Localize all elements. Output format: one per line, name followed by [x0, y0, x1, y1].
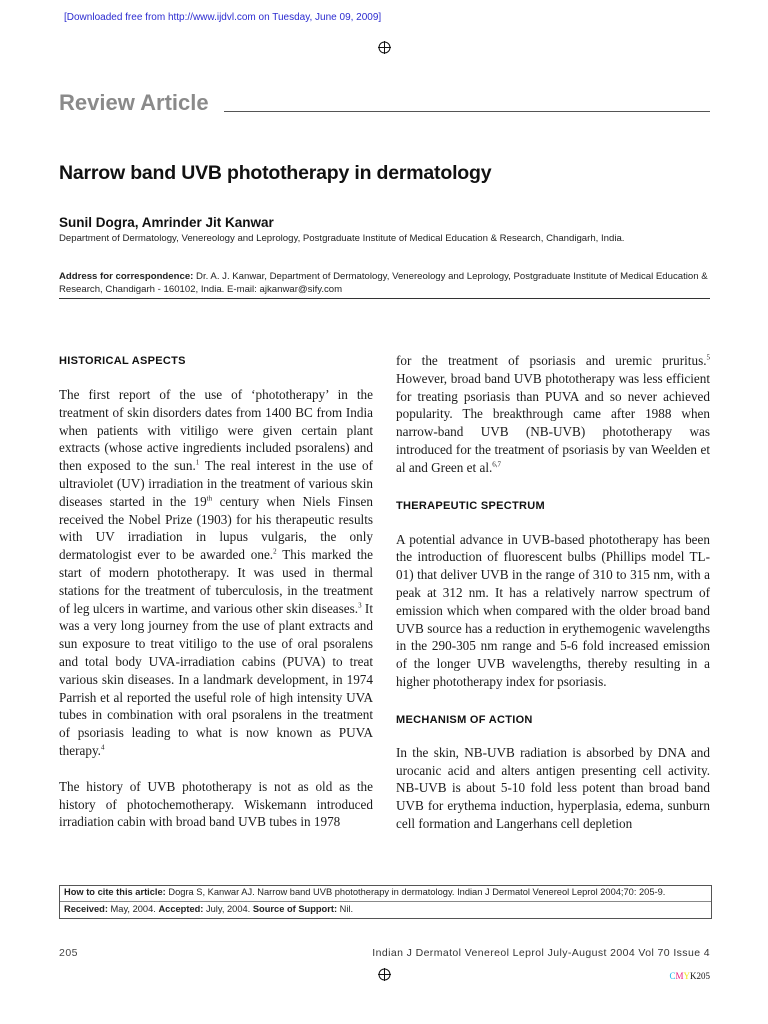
reference-1[interactable]: 1: [195, 458, 200, 467]
received-date: May, 2004.: [110, 903, 156, 914]
affiliation: Department of Dermatology, Venereology and Leprology, Postgraduate Institute of Medical Education & Research, Chandigarh, India.: [59, 233, 625, 244]
how-to-cite: [64, 887, 707, 899]
section-label: Review Article: [59, 90, 209, 115]
citation-box: [59, 885, 712, 919]
download-banner[interactable]: [Downloaded free from http://www.ijdvl.com on Tuesday, June 09, 2009]: [64, 12, 382, 23]
accepted-date: July, 2004.: [205, 903, 251, 914]
registration-mark-icon: [378, 41, 391, 54]
reference-6-7[interactable]: 6,7: [492, 460, 502, 469]
cmyk-color-mark: CMYK205: [669, 971, 710, 981]
paragraph-therapeutic-spectrum: A potential advance in UVB-based phototherapy has been the introduction of fluorescent bulbs (Phillips model TL-01) that deliver UVB in the range of 310 to 315 nm, with a peak at 312 nm. It has a relatively narrow spectrum of emission which when compared with the older broad band UVB source has a reduction in erythemogenic wavelengths in the 290-305 nm range and 5-6 fold increased emission of the longer UVB wavelengths, thereby resulting in a higher phototherapy index for psoriasis.: [396, 531, 710, 689]
left-column: [59, 355, 373, 831]
reference-5[interactable]: 5: [706, 353, 710, 362]
paragraph-history-2: The history of UVB phototherapy is not as old as the history of photochemotherapy. Wiskemann introduced irradiation cabin with broad band UVB tubes in 1978: [59, 778, 373, 830]
article-title: Narrow band UVB phototherapy in dermatology: [59, 162, 492, 184]
header-rule: [59, 298, 710, 299]
right-column: [396, 355, 710, 833]
registration-mark-icon: [378, 968, 391, 981]
citation-divider: [60, 901, 711, 902]
authors: Sunil Dogra, Amrinder Jit Kanwar: [59, 215, 274, 230]
paragraph-history-continued: for the treatment of psoriasis and uremic pruritus.$^5$ However, broad band UVB phototherapy was less efficient for treating psoriasis than PUVA and so never achieved popularity. The breakthrough came after 1988 when narrow-band UVB (NB-UVB) phototherapy was introduced for the treatment of psoriasis by van Weelden et al and Green et al.$^{6,7}$: [396, 353, 710, 475]
correspondence-text: Dr. A. J. Kanwar, Department of Dermatology, Venereology and Leprology, Postgraduate Institute of Medical Education & Research, Chandigarh - 160102, India. E-mail: ajkanwar@sify.com: [59, 271, 708, 295]
how-to-cite-text: Dogra S, Kanwar AJ. Narrow band UVB phototherapy in dermatology. Indian J Dermatol Venereol Leprol 2004;70: 205-9.: [168, 887, 666, 897]
section-label-row: [59, 90, 710, 118]
article-dates: Received: May, 2004. Accepted: July, 2004. Source of Support: Nil.: [64, 903, 354, 914]
paragraph-history-1: The first report of the use of ‘phototherapy’ in the treatment of skin disorders dates from 1400 BC from India when patients with vitiligo were given certain plant extracts (whose active ingredients included psoralens) and then exposed to the sun.$^1$ The real interest in the use of ultraviolet (UV) irradiation in the treatment of various skin diseases started in the 19th century when Niels Finsen received the Nobel Prize (1903) for his therapeutic results with UV irradiation in lupus vulgaris, the only dermatologist ever to be awarded one.$^2$ This marked the start of modern phototherapy. It was used in thermal stations for the treatment of tuberculosis, in the treatment of leg ulcers in wartime, and various other skin diseases.$^3$ It was a very long journey from the use of plant extracts and sun exposure to treat vitiligo to the use of oral psoralens and total body UVA-irradiation cabins (PUVA) to treat various skin diseases. In a landmark development, in 1974 Parrish et al reported the useful role of high intensity UVA tubes in combination with oral psoralens in the treatment of psoriasis leading to what is now known as PUVA therapy.$^4$: [59, 387, 373, 758]
reference-2[interactable]: 2: [273, 547, 277, 556]
paragraph-mechanism-of-action: In the skin, NB-UVB radiation is absorbed by DNA and urocanic acid and alters antigen presenting cell activity. NB-UVB is about 5-10 fold less potent than broad band UVB for erythema induction, hyperplasia, edema, sunburn cell formation and Langerhans cell depletion: [396, 744, 710, 831]
journal-footer: Indian J Dermatol Venereol Leprol July-August 2004 Vol 70 Issue 4: [372, 947, 710, 959]
how-to-cite-label: How to cite this article:: [64, 887, 166, 897]
heading-therapeutic-spectrum: THERAPEUTIC SPECTRUM: [396, 499, 546, 512]
heading-mechanism-of-action: MECHANISM OF ACTION: [396, 713, 533, 726]
correspondence-label: Address for correspondence:: [59, 271, 194, 282]
source-of-support: Nil.: [339, 903, 354, 914]
correspondence-address: [59, 271, 710, 296]
page-number: 205: [59, 947, 79, 959]
reference-3[interactable]: 3: [358, 601, 362, 610]
section-rule: [224, 111, 710, 112]
reference-4[interactable]: 4: [100, 743, 105, 752]
heading-historical-aspects: HISTORICAL ASPECTS: [59, 355, 186, 367]
